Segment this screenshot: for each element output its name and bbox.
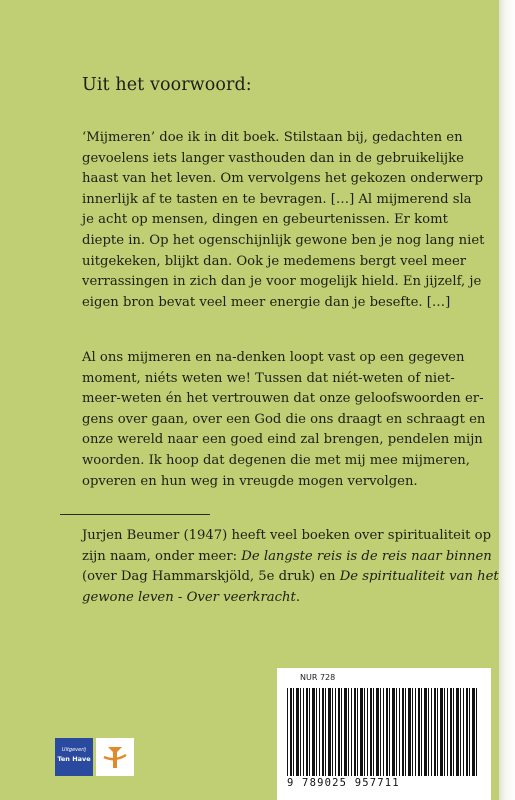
text-line: innerlijk af te tasten en te bevragen. […] Al mijmerend sla	[82, 191, 472, 207]
text-line: gevoelens iets langer vasthouden dan in de gebruikelijke	[82, 150, 464, 166]
text-line: opveren en hun weg in vreugde mogen vervolgen.	[82, 473, 418, 489]
publisher-mark-svg	[96, 738, 134, 776]
text-line: Al ons mijmeren en na-denken loopt vast op een gegeven	[82, 350, 465, 365]
text-line: moment, niéts weten we! Tussen dat niét-weten of niet-	[82, 370, 455, 386]
book-title: gewone leven - Over veerkracht	[82, 589, 296, 605]
text-line: Jurjen Beumer (1947) heeft veel boeken over spiritualiteit op	[82, 528, 492, 543]
publisher-small-label: Uitgeverij	[61, 747, 87, 753]
publisher-mark-icon	[96, 738, 134, 776]
text-span: .	[295, 589, 301, 605]
divider-rule	[60, 514, 210, 515]
barcode-bars	[287, 688, 477, 776]
text-line: meer-weten én het vertrouwen dat onze geloofswoorden er-	[82, 391, 484, 407]
text-line: diepte in. Op het ogenschijnlijk gewone ben je nog lang niet	[82, 232, 485, 248]
text-line	[82, 567, 499, 588]
publisher-logo	[55, 738, 93, 776]
foreword-paragraph-1	[82, 128, 485, 313]
text-line: gens over gaan, over een God die ons draagt en schraagt en	[82, 411, 486, 427]
author-bio	[82, 526, 499, 608]
text-line: uitgekeken, blijkt dan. Ook je medemens bergt veel meer	[82, 253, 467, 269]
text-line: onze wereld naar een goed eind zal brengen, pendelen mijn	[82, 432, 483, 448]
spine-edge	[499, 0, 515, 800]
foreword-heading: Uit het voorwoord:	[82, 75, 252, 95]
text-span: (over Dag Hammarskjöld, 5e druk) en	[82, 569, 340, 585]
text-line: woorden. Ik hoop dat degenen die met mij mee mijmeren,	[82, 452, 470, 468]
book-title: De spiritualiteit van het	[339, 569, 499, 585]
text-line: eigen bron bevat veel meer energie dan je besefte. […]	[82, 294, 451, 310]
text-line	[82, 547, 492, 568]
isbn-digits: 9 789025 957711	[287, 777, 400, 789]
book-title: De langste reis is de reis naar binnen	[241, 548, 492, 564]
text-line: haast van het leven. Om vervolgens het gekozen onderwerp	[82, 171, 484, 187]
text-line: je acht op mensen, dingen en gebeurtenissen. Er komt	[82, 212, 448, 228]
barcode-label	[277, 668, 491, 800]
text-line	[82, 588, 482, 609]
nur-code: NUR 728	[300, 673, 336, 682]
foreword-paragraph-2	[82, 348, 486, 492]
publisher-name: Ten Have	[57, 755, 91, 763]
text-line: verrassingen in zich dan je voor mogelijk hield. En jijzelf, je	[82, 274, 482, 290]
text-line: ‘Mijmeren’ doe ik in dit boek. Stilstaan bij, gedachten en	[82, 130, 463, 145]
text-span: zijn naam, onder meer:	[82, 548, 242, 564]
